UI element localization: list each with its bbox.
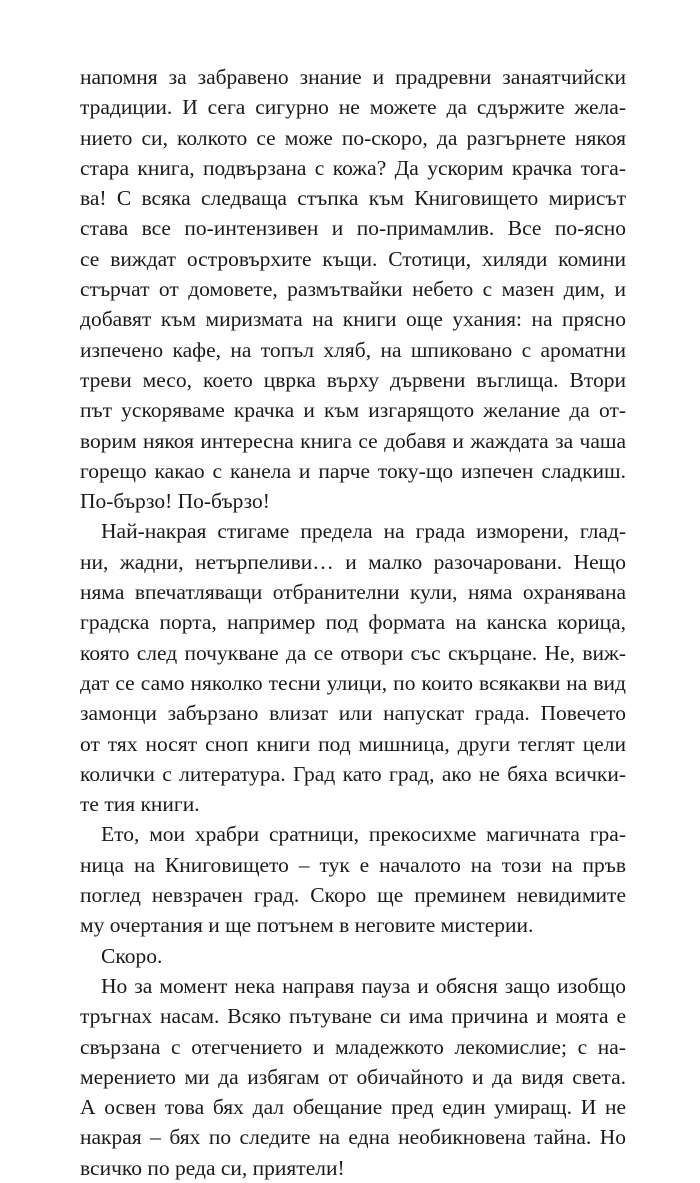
text-line: ворим някоя интересна книга се добавя и жаждата за чаша [80, 428, 626, 453]
text-line: колички с литература. Град като град, ако не бяха всички- [80, 761, 626, 786]
text-line: замонци забързано влизат или напускат града. Повечето [80, 701, 626, 726]
text-line: Но за момент нека направя пауза и обясня защо изобщо [101, 973, 626, 998]
text-line: става все по-интензивен и по-примамлив. Все по-ясно [80, 216, 626, 241]
text-line: ни, жадни, нетърпеливи… и малко разочаровани. Нещо [80, 549, 626, 574]
text-line: добавят към миризмата на книги още ухания: на прясно [80, 307, 626, 332]
text-line: поглед невзрачен град. Скоро ще преминем невидимите [80, 883, 626, 908]
text-line: му очертания и ще потънем в неговите мистерии. [80, 913, 534, 938]
text-line: няма впечатляващи отбранителни кули, няма охранявана [80, 580, 626, 605]
text-line: път ускоряваме крачка и към изгарящото желание да от- [80, 398, 626, 423]
text-line: стърчат от домовете, размътвайки небето с мазен дим, и [80, 277, 626, 302]
text-line: се виждат островърхите къщи. Стотици, хиляди комини [80, 246, 626, 271]
text-line: нието си, колкото се може по-скоро, да разгърнете някоя [80, 125, 626, 150]
text-line: традиции. И сега сигурно не можете да сдържите жела- [80, 95, 626, 120]
book-page-text [80, 62, 626, 1183]
text-line: По-бързо! По-бързо! [80, 489, 270, 514]
text-line: изпечено кафе, на топъл хляб, на шпиковано с ароматни [80, 337, 626, 362]
paragraph [80, 516, 626, 819]
text-line: тръгнах насам. Всяко пътуване си има причина и моята е [80, 1004, 626, 1029]
text-line: градска порта, например под формата на канска корица, [80, 610, 626, 635]
text-line: Най-накрая стигаме предела на града изморени, глад- [101, 519, 626, 544]
text-line: горещо какао с канела и парче току-що изпечен сладкиш. [80, 458, 626, 483]
paragraph [80, 819, 626, 940]
text-line: свързана с отегчението и младежкото лекомислие; с на- [80, 1034, 626, 1059]
paragraph [80, 941, 626, 971]
text-line: стара книга, подвързана с кожа? Да ускорим крачка тога- [80, 155, 626, 180]
text-line: накрая – бях по следите на една необикновена тайна. Но [80, 1125, 626, 1150]
text-line: ница на Книговището – тук е началото на този на пръв [80, 852, 626, 877]
text-line: треви месо, което цврка върху дървени въглища. Втори [80, 367, 626, 392]
text-line: мерението ми да избягам от обичайното и да видя света. [80, 1064, 626, 1089]
text-line: Ето, мои храбри сратници, прекосихме магичната гра- [101, 822, 626, 847]
text-line: напомня за забравено знание и прадревни занаятчийски [80, 65, 626, 89]
text-line: всичко по реда си, приятели! [80, 1155, 345, 1180]
text-line: А освен това бях дал обещание пред един умиращ. И не [80, 1095, 626, 1120]
text-line: от тях носят сноп книги под мишница, други теглят цели [80, 731, 626, 756]
text-line: дат се само няколко тесни улици, по които всякакви на вид [80, 670, 626, 695]
text-line: която след почукване да се отвори със скърцане. Не, виж- [80, 640, 626, 665]
paragraph [80, 62, 626, 516]
text-line: Скоро. [101, 943, 163, 968]
text-line: ва! С всяка следваща стъпка към Книговището мирисът [80, 186, 626, 211]
text-line: те тия книги. [80, 792, 200, 817]
